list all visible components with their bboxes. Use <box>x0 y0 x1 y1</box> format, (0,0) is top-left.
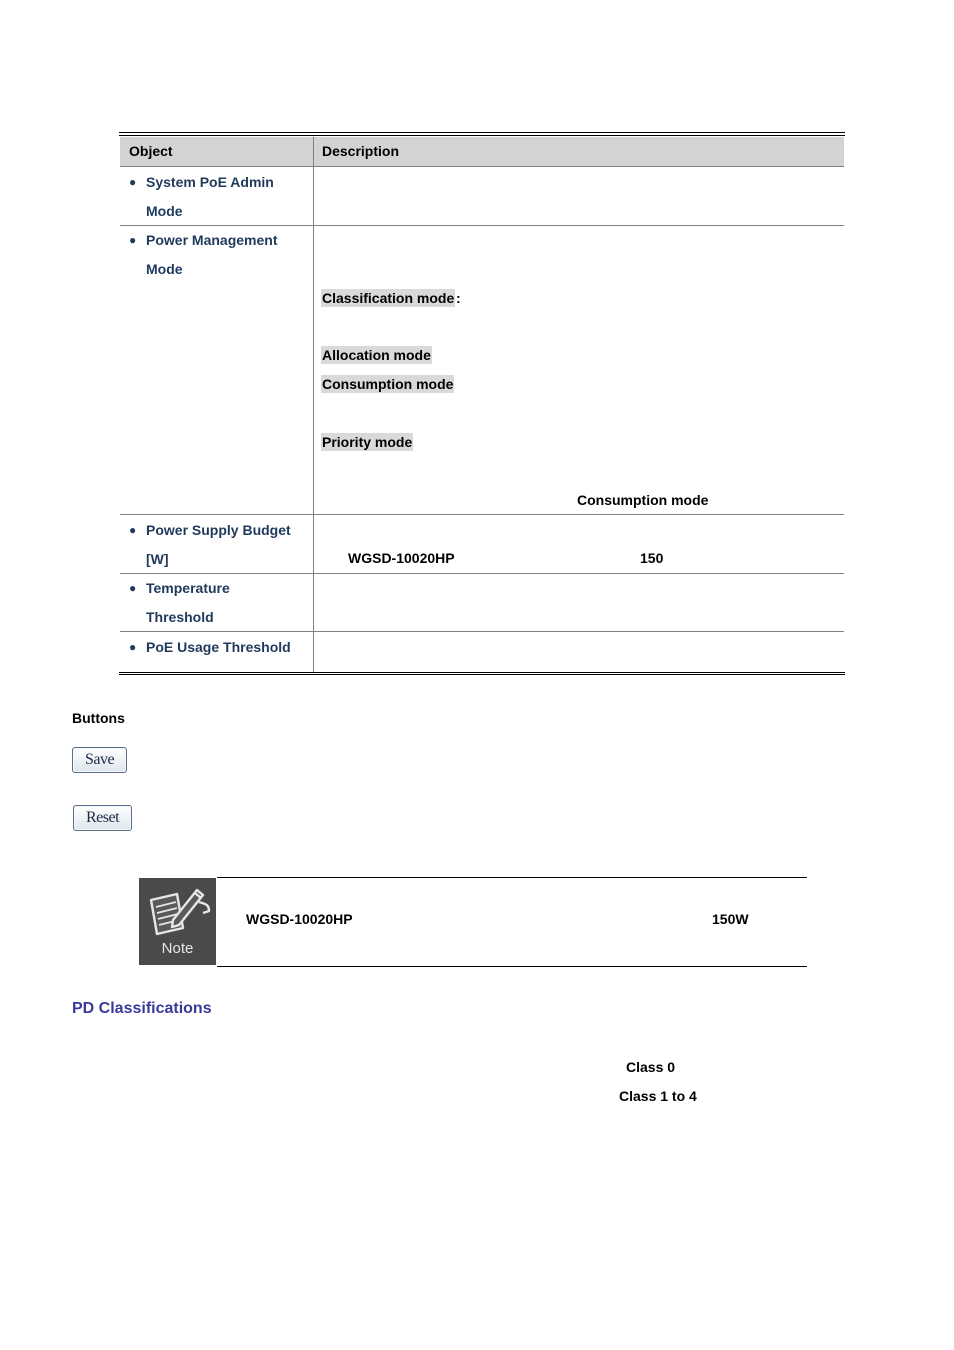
term-allocation-mode: Allocation mode <box>322 347 431 363</box>
section-title-pd-classifications: PD Classifications <box>72 1000 212 1017</box>
table-header <box>120 137 844 167</box>
note-model-name: WGSD-10020HP <box>246 911 353 927</box>
table-top-rule-inner <box>119 135 845 136</box>
header-object: Object <box>129 143 173 159</box>
object-poe-usage-threshold: PoE Usage Threshold <box>146 639 291 655</box>
table-bottom-rule <box>119 672 845 673</box>
term-consumption-mode: Consumption mode <box>322 376 454 392</box>
bullet-icon: ● <box>129 233 137 247</box>
bullet-icon: ● <box>129 581 137 595</box>
notepad-pencil-icon <box>139 878 216 940</box>
buttons-heading: Buttons <box>72 710 125 726</box>
note-power-value: 150W <box>712 911 749 927</box>
term-suffix: : <box>456 290 461 306</box>
bullet-icon: ● <box>129 640 137 654</box>
object-power-management-mode: Power Management Mode <box>146 232 278 277</box>
table-top-rule <box>119 132 845 133</box>
class-range: Class 1 to 4 <box>619 1088 697 1104</box>
reset-button[interactable]: Reset <box>73 805 132 831</box>
term-priority-mode: Priority mode <box>322 434 413 450</box>
term-consumption-mode-closing: Consumption mode <box>577 492 709 508</box>
class-zero: Class 0 <box>626 1059 676 1075</box>
note-bottom-rule <box>217 966 807 967</box>
note-top-rule <box>217 877 807 878</box>
column-divider <box>313 137 314 672</box>
object-system-poe-admin-mode: System PoE Admin Mode <box>146 174 274 219</box>
row-separator <box>120 631 844 632</box>
note-icon <box>139 878 216 965</box>
bullet-icon: ● <box>129 175 137 189</box>
bullet-icon: ● <box>129 523 137 537</box>
model-name: WGSD-10020HP <box>348 550 455 566</box>
table-bottom-rule-outer <box>119 674 845 675</box>
budget-value: 150 <box>640 550 664 566</box>
row-separator <box>120 514 844 515</box>
note-label: Note <box>161 940 194 957</box>
object-temperature-threshold: Temperature Threshold <box>146 580 230 625</box>
save-button[interactable]: Save <box>72 747 127 773</box>
object-power-supply-budget: Power Supply Budget [W] <box>146 522 291 567</box>
header-description: Description <box>322 143 400 159</box>
term-classification-mode: Classification mode <box>322 290 455 306</box>
